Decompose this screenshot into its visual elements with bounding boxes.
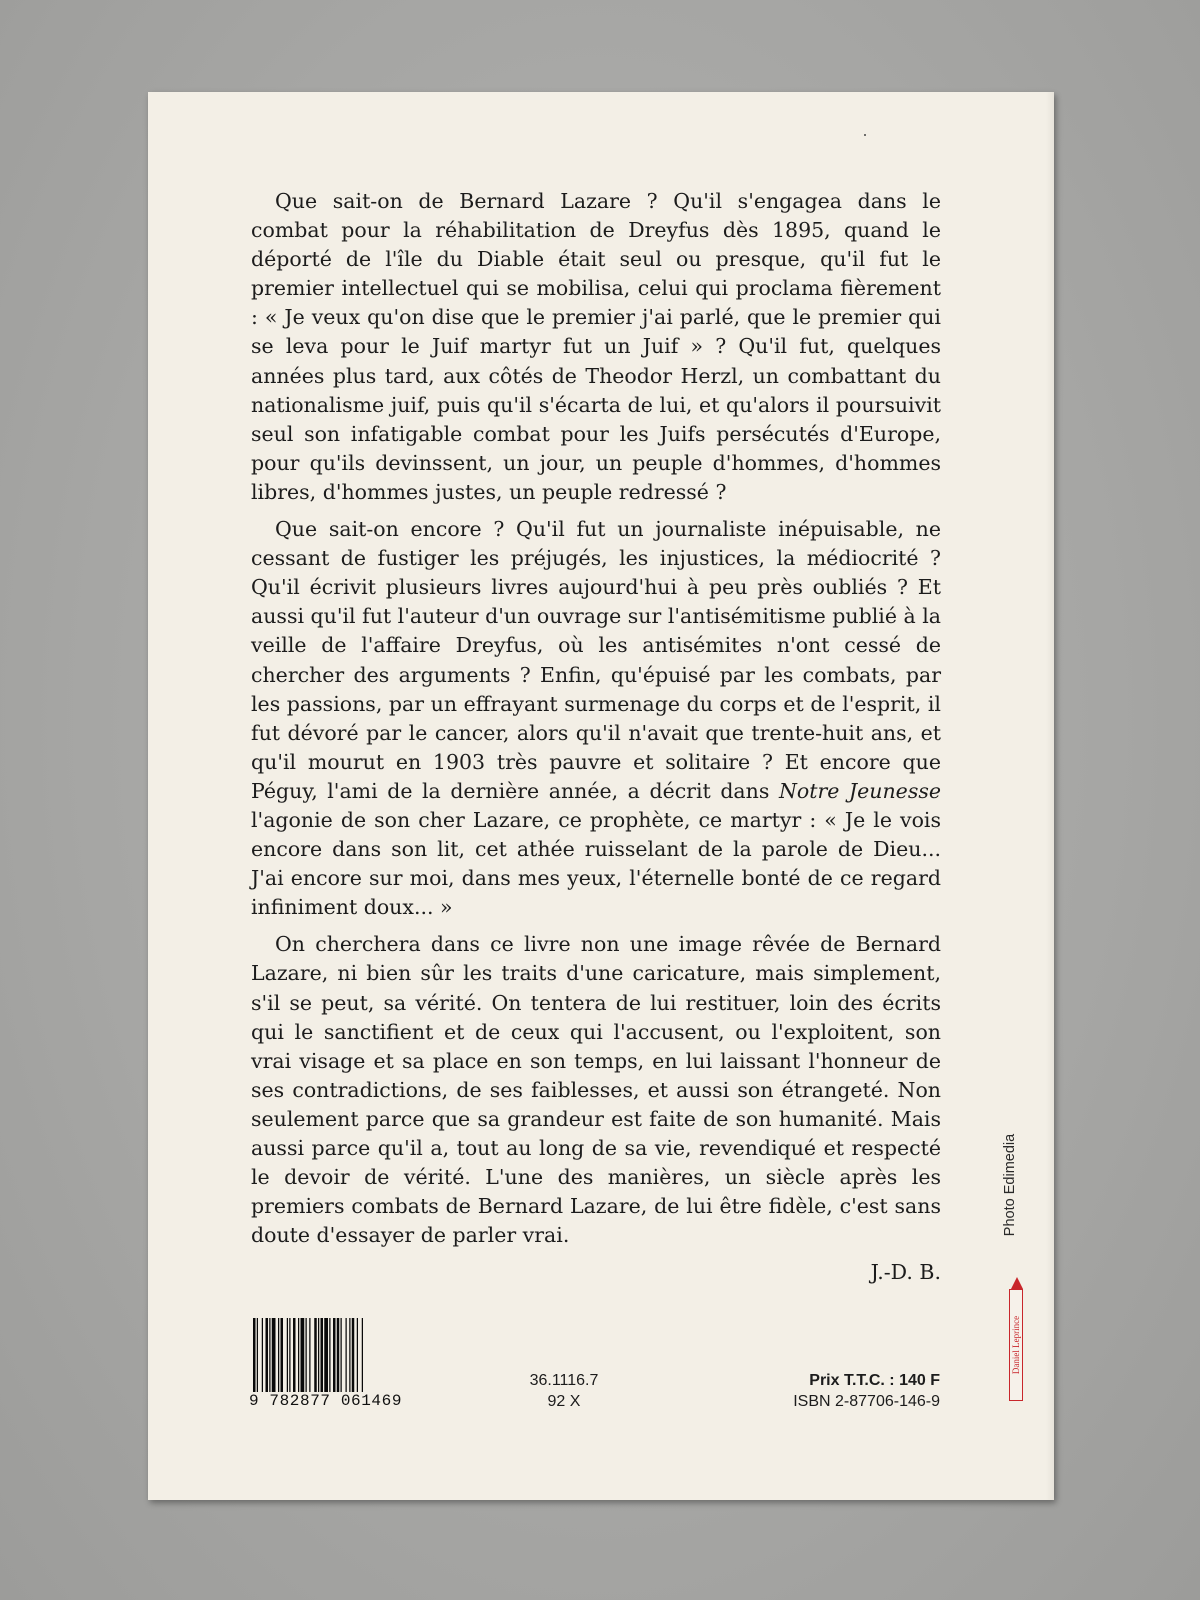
blurb-paragraph-1: Que sait-on de Bernard Lazare ? Qu'il s'engagea dans le combat pour la réhabilitation de Dreyfus dès 1895, quand le déporté de l'île du Diable était seul ou presque, qu'il fut le premier intellectuel qui se mobilisa, celui qui proclama fièrement : « Je veux qu'on dise que le premier j'ai parlé, que le premier qui se leva pour le Juif martyr fut un Juif » ? Qu'il fut, quelques années plus tard, aux côtés de Theodor Herzl, un combattant du nationalisme juif, puis qu'il s'écarta de lui, et qu'alors il poursuivit seul son infatigable combat pour les Juifs persécutés d'Europe, pour qu'ils devinssent, un jour, un peuple d'hommes, d'hommes libres, d'hommes justes, un peuple redressé ? bbox=[251, 189, 941, 504]
book-back-cover bbox=[148, 92, 1054, 1500]
barcode-bar bbox=[266, 1318, 269, 1392]
barcode-bar bbox=[306, 1318, 307, 1392]
barcode-bar bbox=[301, 1318, 305, 1392]
dust-speck bbox=[864, 134, 866, 136]
barcode-bar bbox=[272, 1318, 276, 1392]
barcode-bar bbox=[289, 1318, 290, 1392]
pen-body-shape bbox=[1009, 1289, 1023, 1401]
barcode-bar bbox=[329, 1318, 330, 1392]
barcode-bar bbox=[349, 1318, 350, 1392]
isbn-label: ISBN 2-87706-146-9 bbox=[793, 1393, 940, 1410]
barcode-bar bbox=[346, 1318, 347, 1392]
barcode-bar bbox=[318, 1318, 319, 1392]
barcode-bar bbox=[293, 1318, 296, 1392]
catalog-code-line-2: 92 X bbox=[547, 1393, 581, 1410]
author-initials: J.-D. B. bbox=[870, 1260, 941, 1285]
designer-pen-logo bbox=[1009, 1277, 1025, 1403]
barcode-bar bbox=[337, 1318, 340, 1392]
catalog-code bbox=[504, 1370, 624, 1412]
barcode-bar bbox=[278, 1318, 279, 1392]
catalog-code-line-1: 36.1116.7 bbox=[529, 1372, 599, 1389]
barcode-bar bbox=[281, 1318, 284, 1392]
barcode-bar bbox=[321, 1318, 324, 1392]
paragraph-2-text-end: l'agonie de son cher Lazare, ce prophète, ce martyr : « Je le vois encore dans son lit, cet athée ruisselant de la parole de Dieu... J'ai encore sur moi, dans mes yeux, l'éternelle bonté de ce regard infiniment doux... » bbox=[251, 807, 941, 920]
cover-spine-edge bbox=[1046, 92, 1054, 1500]
blurb-paragraph-3: On cherchera dans ce livre non une image rêvée de Bernard Lazare, ni bien sûr les traits d'une caricature, mais simplement, s'il se peut, sa vérité. On tentera de lui restituer, loin des écrits qui le sanctifient et de ceux qui l'accusent, ou l'exploitent, son vrai visage et sa place en son temps, en lui laissant l'honneur de ses contradictions, de ses faiblesses, et aussi son étrangeté. Non seulement parce que sa grandeur est faite de son humanité. Mais aussi parce qu'il a, tout au long de sa vie, revendiqué et respecté le devoir de vérité. L'une des manières, un siècle après les premiers combats de Bernard Lazare, de lui être fidèle, c'est sans doute d'essayer de parler vrai. bbox=[251, 932, 941, 1248]
price-and-isbn bbox=[708, 1370, 940, 1412]
barcode-bar bbox=[314, 1318, 317, 1392]
barcode-bar bbox=[357, 1318, 358, 1392]
barcode-bar bbox=[352, 1318, 355, 1392]
barcode-bar bbox=[287, 1318, 288, 1392]
price-label: Prix T.T.C. : 140 F bbox=[809, 1372, 940, 1389]
blurb-paragraph-2 bbox=[251, 515, 941, 922]
barcode-bar bbox=[269, 1318, 270, 1392]
barcode-bar bbox=[324, 1318, 328, 1392]
barcode-digits: 9 782877 061469 bbox=[249, 1392, 425, 1410]
barcode-bar bbox=[333, 1318, 336, 1392]
paragraph-2-text-start: Que sait-on encore ? Qu'il fut un journaliste inépuisable, ne cessant de fustiger les préjugés, les injustices, la médiocrité ? Qu'il écrivit plusieurs livres aujourd'hui à peu près oubliés ? Et aussi qu'il fut l'auteur d'un ouvrage sur l'antisémitisme publié à la veille de l'affaire Dreyfus, où les antisémites n'ont cessé de chercher des arguments ? Enfin, qu'épuisé par les combats, par les passions, par un effrayant surmenage du corps et de l'esprit, il fut dévoré par le cancer, alors qu'il n'avait que trente-huit ans, et qu'il mourut en 1903 très pauvre et solitaire ? Et encore que Péguy, l'ami de la dernière année, a décrit dans bbox=[251, 517, 942, 803]
barcode-bar bbox=[262, 1318, 263, 1392]
barcode-bar bbox=[341, 1318, 342, 1392]
book-title-italic: Notre Jeunesse bbox=[778, 778, 941, 803]
blurb-text bbox=[251, 187, 941, 1295]
photo-credit-text: Photo Edimedia bbox=[1002, 1133, 1018, 1237]
pen-tip-shape bbox=[1011, 1277, 1023, 1289]
photo-credit bbox=[1000, 1120, 1020, 1250]
designer-logo-text: Daniel Leprince bbox=[1011, 1315, 1021, 1375]
barcode-bar bbox=[298, 1318, 299, 1392]
